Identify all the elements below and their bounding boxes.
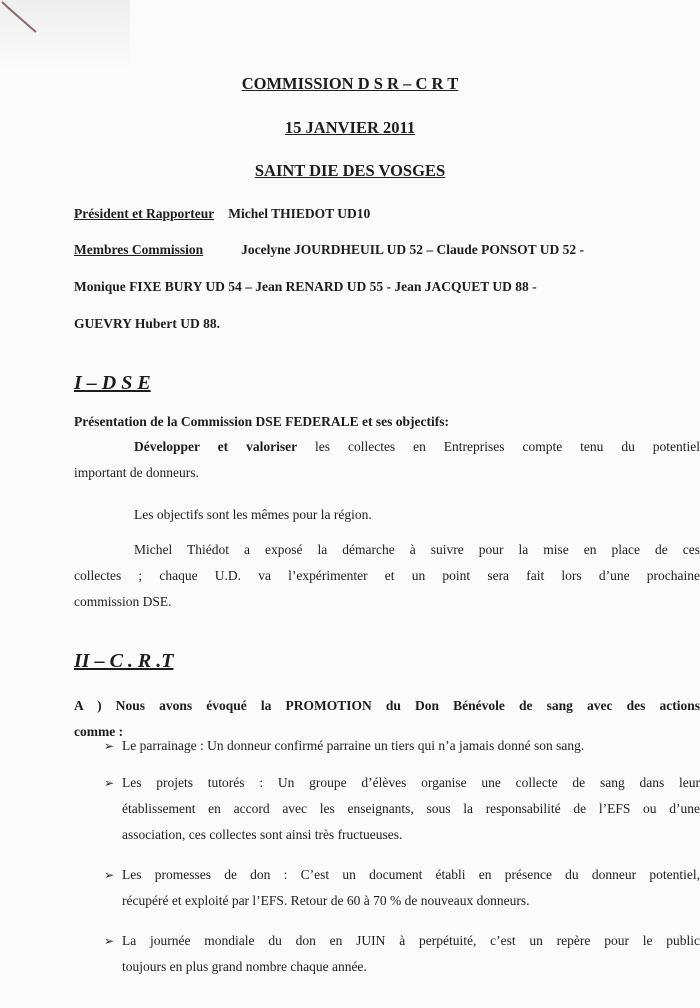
bullet-projets-line-3: association, ces collectes sont ainsi très fructueuses. — [122, 827, 403, 842]
bullet-parrainage — [122, 733, 700, 759]
dse-paragraph-3-line-1: Michel Thiédot a exposé la démarche à suivre pour la mise en place de ces — [134, 542, 700, 557]
president-value: Michel THIEDOT UD10 — [228, 206, 371, 221]
dse-presentation: Présentation de la Commission DSE FEDERALE et ses objectifs: — [74, 414, 449, 429]
members-line-1: Jocelyne JOURDHEUIL UD 52 – Claude PONSOT UD 52 - — [241, 242, 585, 257]
members-line-2: Monique FIXE BURY UD 54 – Jean RENARD UD 55 - Jean JACQUET UD 88 - — [74, 279, 537, 294]
dse-paragraph-3 — [74, 537, 700, 615]
bullet-projets-tutores — [122, 770, 700, 848]
members-line — [74, 242, 584, 258]
section-crt-title: II – C . R .T — [74, 650, 174, 672]
bullet-promesses-don — [122, 862, 700, 914]
crt-intro-line-1: A ) Nous avons évoqué la PROMOTION du Don Bénévole de sang avec des actions — [74, 698, 700, 713]
bullet-arrow-icon: ➢ — [104, 934, 115, 948]
bullet-parrainage-line-1: Le parrainage : Un donneur confirmé parraine un tiers qui n’a jamais donné son sang. — [122, 738, 585, 753]
dse-paragraph-1 — [74, 434, 700, 486]
dse-paragraph-1-text: les collectes en Entreprises compte tenu du potentiel — [297, 439, 700, 454]
dse-highlight: Développer et valoriser — [134, 439, 298, 454]
bullet-journee-line-1: La journée mondiale du don en JUIN à perpétuité, c’est un repère pour le public — [122, 933, 700, 948]
doc-date: 15 JANVIER 2011 — [284, 118, 416, 137]
scan-mark — [0, 0, 60, 40]
doc-title: COMMISSION D S R – C R T — [241, 74, 459, 93]
dse-paragraph-3-line-3: commission DSE. — [74, 594, 172, 609]
president-line — [74, 206, 370, 222]
crt-intro-line-2: comme : — [74, 724, 124, 739]
bullet-projets-line-2: établissement en accord avec les enseignants, sous la responsabilité de l’EFS ou d’une — [122, 801, 700, 816]
bullet-journee-mondiale — [122, 928, 700, 980]
bullet-promesses-line-2: récupéré et exploité par l’EFS. Retour de 60 à 70 % de nouveaux donneurs. — [122, 893, 530, 908]
doc-location: SAINT DIE DES VOSGES — [254, 161, 446, 180]
members-label: Membres Commission — [74, 242, 204, 257]
dse-paragraph-3-line-2: collectes ; chaque U.D. va l’expérimenter et un point sera fait lors d’une prochaine — [74, 568, 700, 583]
dse-paragraph-2: Les objectifs sont les mêmes pour la région. — [134, 507, 372, 522]
bullet-arrow-icon: ➢ — [104, 868, 115, 882]
president-label: Président et Rapporteur — [74, 206, 215, 221]
bullet-projets-line-1: Les projets tutorés : Un groupe d’élèves organise une collecte de sang dans leur — [122, 775, 700, 790]
bullet-promesses-line-1: Les promesses de don : C’est un document établi en présence du donneur potentiel, — [122, 867, 700, 882]
section-dse-title: I – D S E — [74, 372, 151, 394]
bullet-arrow-icon: ➢ — [104, 776, 115, 790]
bullet-journee-line-2: toujours en plus grand nombre chaque année. — [122, 959, 367, 974]
dse-paragraph-1-line-2: important de donneurs. — [74, 465, 199, 480]
members-line-3: GUEVRY Hubert UD 88. — [74, 316, 221, 331]
dse-paragraph-1-line-1 — [74, 434, 700, 460]
bullet-arrow-icon: ➢ — [104, 739, 115, 753]
